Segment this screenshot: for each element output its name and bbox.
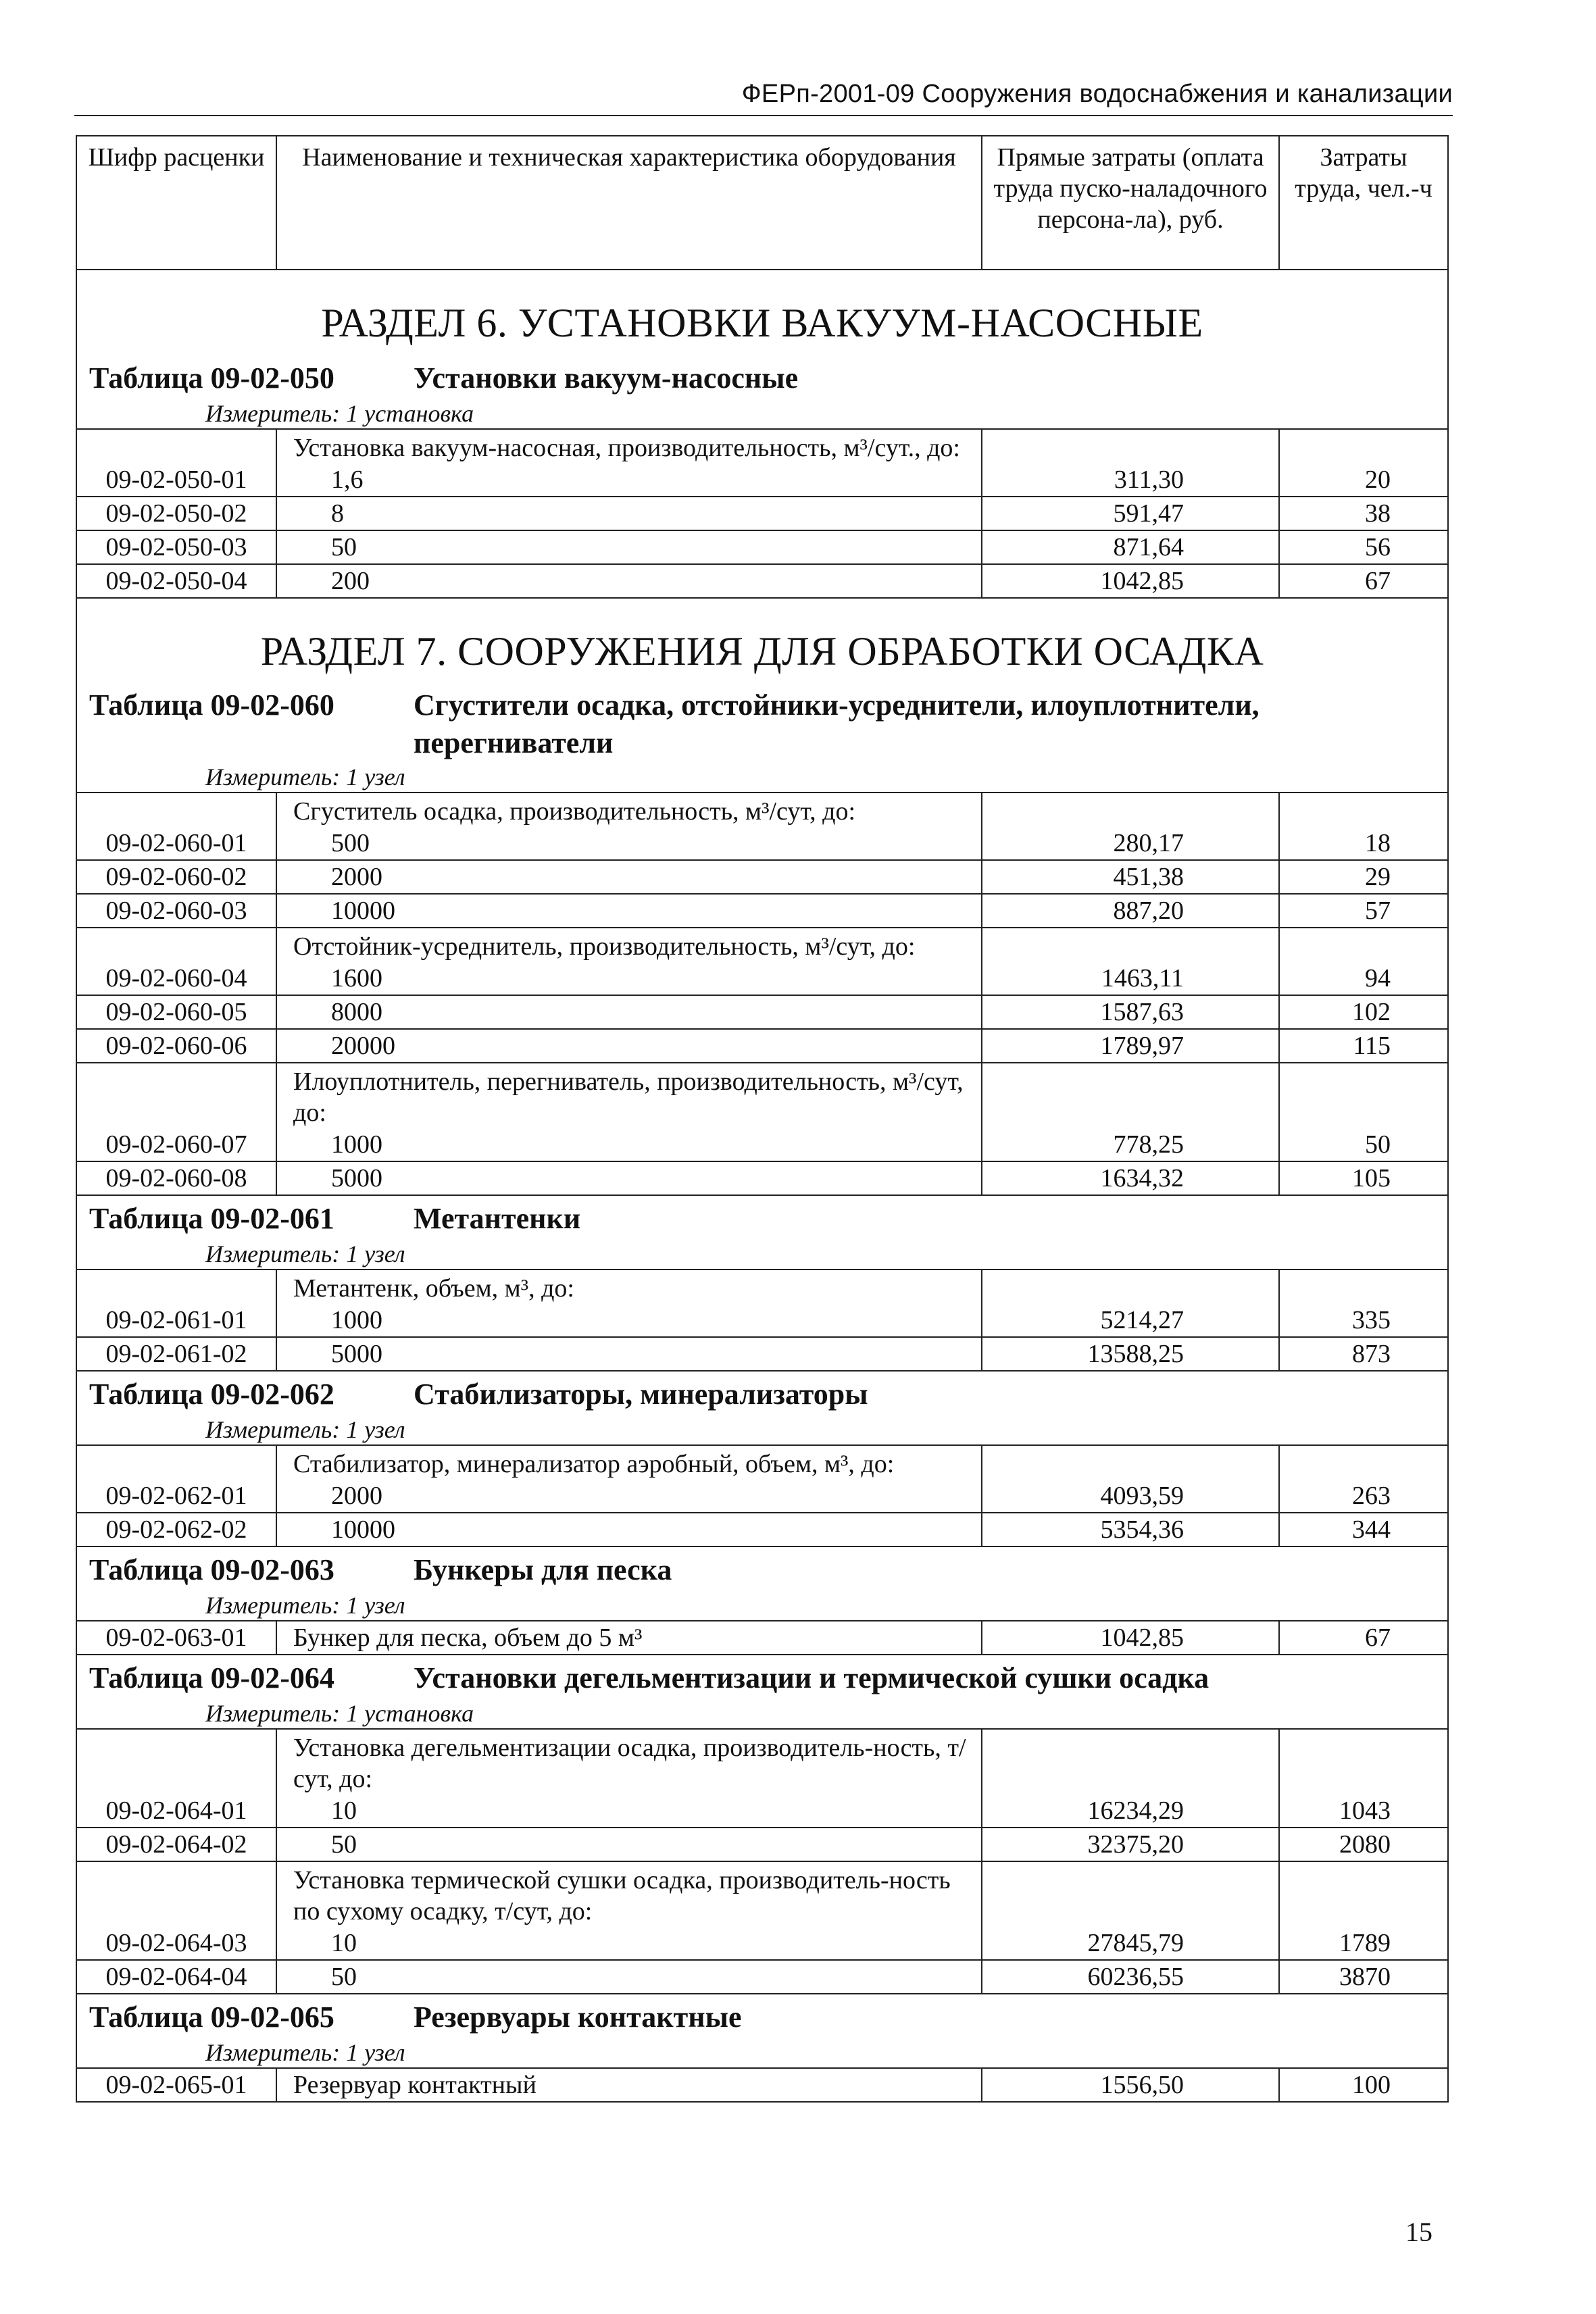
description-row <box>76 429 1448 463</box>
table-t064-heading <box>76 1655 1448 1699</box>
table-t062-heading <box>76 1371 1448 1415</box>
table-t062-title-cell <box>76 1371 1448 1415</box>
item-name: 50 <box>276 530 982 564</box>
table-name: Установки вакуум-насосные <box>414 361 799 395</box>
table-t060-title-cell <box>76 684 1448 762</box>
item-name: 50 <box>276 1828 982 1861</box>
table-row <box>76 1794 1448 1828</box>
unit-label: Измеритель: 1 установка <box>76 1699 1448 1729</box>
table-row <box>76 1304 1448 1337</box>
table-row <box>76 1337 1448 1371</box>
unit-row <box>76 1590 1448 1621</box>
rate-code: 09-02-064-03 <box>76 1927 276 1960</box>
section-6-title: РАЗДЕЛ 6. УСТАНОВКИ ВАКУУМ-НАСОСНЫЕ <box>76 270 1448 355</box>
labor-cost: 105 <box>1279 1161 1448 1195</box>
rate-code: 09-02-065-01 <box>76 2068 276 2102</box>
rate-code: 09-02-064-04 <box>76 1960 276 1994</box>
description-text: Метантенк, объем, м³, до: <box>276 1269 982 1304</box>
labor-cost: 102 <box>1279 995 1448 1029</box>
table-row <box>76 463 1448 497</box>
labor-cost: 38 <box>1279 497 1448 530</box>
direct-cost: 1463,11 <box>982 962 1279 995</box>
unit-label: Измеритель: 1 узел <box>76 2038 1448 2068</box>
column-headers <box>76 136 1448 270</box>
labor-cost: 1043 <box>1279 1794 1448 1828</box>
direct-cost: 451,38 <box>982 860 1279 894</box>
table-name: Сгустители осадка, отстойники-усреднители, илоуплотнители, перегниватели <box>414 688 1260 759</box>
code-cell-empty <box>76 1729 276 1794</box>
table-name: Бункеры для песка <box>414 1553 672 1586</box>
item-name: 5000 <box>276 1161 982 1195</box>
rate-code: 09-02-061-02 <box>76 1337 276 1371</box>
page-number: 15 <box>1405 2217 1432 2247</box>
item-name: 1000 <box>276 1304 982 1337</box>
direct-cost: 311,30 <box>982 463 1279 497</box>
table-row <box>76 1621 1448 1655</box>
table-row <box>76 962 1448 995</box>
labor-cost: 67 <box>1279 1621 1448 1655</box>
unit-row <box>76 762 1448 793</box>
rate-code: 09-02-060-06 <box>76 1029 276 1063</box>
item-name: 1,6 <box>276 463 982 497</box>
labor-cost: 67 <box>1279 564 1448 598</box>
rate-code: 09-02-063-01 <box>76 1621 276 1655</box>
item-name: 500 <box>276 827 982 860</box>
direct-cost: 13588,25 <box>982 1337 1279 1371</box>
unit-row <box>76 1699 1448 1729</box>
table-t064-title-cell <box>76 1655 1448 1699</box>
rate-code: 09-02-060-03 <box>76 894 276 928</box>
table-row <box>76 1828 1448 1861</box>
unit-label: Измеритель: 1 узел <box>76 1239 1448 1269</box>
labor-cost: 335 <box>1279 1304 1448 1337</box>
labor-cost: 344 <box>1279 1513 1448 1546</box>
description-row <box>76 1729 1448 1794</box>
item-name: 10 <box>276 1927 982 1960</box>
item-name: 1600 <box>276 962 982 995</box>
labor-cost: 50 <box>1279 1128 1448 1161</box>
labor-cost: 57 <box>1279 894 1448 928</box>
direct-cost: 1634,32 <box>982 1161 1279 1195</box>
description-row <box>76 1861 1448 1927</box>
unit-label: Измеритель: 1 установка <box>76 399 1448 429</box>
rate-code: 09-02-050-01 <box>76 463 276 497</box>
description-text: Установка термической сушки осадка, производитель-ность по сухому осадку, т/сут, до: <box>276 1861 982 1927</box>
rate-code: 09-02-061-01 <box>76 1304 276 1337</box>
direct-cost: 871,64 <box>982 530 1279 564</box>
section-6 <box>76 270 1448 355</box>
item-name: 1000 <box>276 1128 982 1161</box>
unit-label: Измеритель: 1 узел <box>76 762 1448 793</box>
labor-cost: 2080 <box>1279 1828 1448 1861</box>
code-cell-empty <box>76 429 276 463</box>
labor-cell-empty <box>1279 1063 1448 1128</box>
table-row <box>76 827 1448 860</box>
labor-cost: 94 <box>1279 962 1448 995</box>
table-name: Установки дегельментизации и термической сушки осадка <box>414 1661 1210 1694</box>
item-name: Резервуар контактный <box>276 2068 982 2102</box>
col-labor-header: Затраты труда, чел.-ч <box>1279 136 1448 270</box>
table-label: Таблица 09-02-060 <box>89 688 334 722</box>
direct-cell-empty <box>982 1269 1279 1304</box>
description-text: Стабилизатор, минерализатор аэробный, объем, м³, до: <box>276 1445 982 1480</box>
labor-cell-empty <box>1279 793 1448 827</box>
table-row <box>76 1513 1448 1546</box>
direct-cost: 778,25 <box>982 1128 1279 1161</box>
rate-code: 09-02-060-05 <box>76 995 276 1029</box>
rate-code: 09-02-060-02 <box>76 860 276 894</box>
rate-code: 09-02-064-01 <box>76 1794 276 1828</box>
table-t060-heading <box>76 684 1448 762</box>
unit-label: Измеритель: 1 узел <box>76 1590 1448 1621</box>
direct-cost: 5214,27 <box>982 1304 1279 1337</box>
rate-code: 09-02-064-02 <box>76 1828 276 1861</box>
description-row <box>76 1445 1448 1480</box>
description-row <box>76 1063 1448 1128</box>
item-name: 50 <box>276 1960 982 1994</box>
table-name: Стабилизаторы, минерализаторы <box>414 1378 868 1411</box>
labor-cell-empty <box>1279 1445 1448 1480</box>
table-label: Таблица 09-02-061 <box>89 1202 334 1235</box>
unit-row <box>76 1415 1448 1445</box>
code-cell-empty <box>76 1445 276 1480</box>
section-7-title: РАЗДЕЛ 7. СООРУЖЕНИЯ ДЛЯ ОБРАБОТКИ ОСАДКА <box>76 598 1448 684</box>
table-label: Таблица 09-02-063 <box>89 1553 334 1586</box>
code-cell-empty <box>76 1269 276 1304</box>
direct-cost: 4093,59 <box>982 1480 1279 1513</box>
table-row <box>76 564 1448 598</box>
item-name: 200 <box>276 564 982 598</box>
running-header: ФЕРп-2001-09 Сооружения водоснабжения и канализации <box>741 80 1453 108</box>
labor-cell-empty <box>1279 429 1448 463</box>
direct-cost: 1789,97 <box>982 1029 1279 1063</box>
labor-cost: 1789 <box>1279 1927 1448 1960</box>
direct-cost: 280,17 <box>982 827 1279 860</box>
table-label: Таблица 09-02-065 <box>89 2001 334 2034</box>
header-rule <box>74 115 1453 116</box>
direct-cost: 1042,85 <box>982 564 1279 598</box>
unit-row <box>76 2038 1448 2068</box>
table-t063-title-cell <box>76 1546 1448 1590</box>
labor-cell-empty <box>1279 1861 1448 1927</box>
table-label: Таблица 09-02-050 <box>89 361 334 395</box>
description-row <box>76 928 1448 962</box>
code-cell-empty <box>76 1063 276 1128</box>
rate-code: 09-02-060-04 <box>76 962 276 995</box>
table-row <box>76 530 1448 564</box>
labor-cost: 29 <box>1279 860 1448 894</box>
rates-table <box>76 135 1449 2103</box>
direct-cost: 5354,36 <box>982 1513 1279 1546</box>
table-row <box>76 1029 1448 1063</box>
rate-code: 09-02-050-03 <box>76 530 276 564</box>
labor-cost: 263 <box>1279 1480 1448 1513</box>
rate-code: 09-02-062-01 <box>76 1480 276 1513</box>
description-row <box>76 793 1448 827</box>
code-cell-empty <box>76 928 276 962</box>
table-name: Резервуары контактные <box>414 2001 742 2034</box>
unit-label: Измеритель: 1 узел <box>76 1415 1448 1445</box>
direct-cell-empty <box>982 1063 1279 1128</box>
direct-cell-empty <box>982 1861 1279 1927</box>
direct-cost: 1042,85 <box>982 1621 1279 1655</box>
table-t050-heading <box>76 355 1448 399</box>
unit-row <box>76 1239 1448 1269</box>
rate-code: 09-02-050-04 <box>76 564 276 598</box>
rate-code: 09-02-062-02 <box>76 1513 276 1546</box>
table-row <box>76 1480 1448 1513</box>
labor-cost: 100 <box>1279 2068 1448 2102</box>
item-name: 20000 <box>276 1029 982 1063</box>
table-row <box>76 497 1448 530</box>
unit-row <box>76 399 1448 429</box>
table-t065-title-cell <box>76 1994 1448 2038</box>
direct-cell-empty <box>982 1445 1279 1480</box>
direct-cost: 16234,29 <box>982 1794 1279 1828</box>
section-7 <box>76 598 1448 684</box>
labor-cell-empty <box>1279 1269 1448 1304</box>
col-code-header: Шифр расценки <box>76 136 276 270</box>
table-row <box>76 1960 1448 1994</box>
table-row <box>76 860 1448 894</box>
description-text: Установка дегельментизации осадка, производитель-ность, т/сут, до: <box>276 1729 982 1794</box>
col-direct-header: Прямые затраты (оплата труда пуско-наладочного персона-ла), руб. <box>982 136 1279 270</box>
item-name: 5000 <box>276 1337 982 1371</box>
description-text: Сгуститель осадка, производительность, м³/сут, до: <box>276 793 982 827</box>
code-cell-empty <box>76 793 276 827</box>
labor-cost: 20 <box>1279 463 1448 497</box>
table-name: Метантенки <box>414 1202 581 1235</box>
direct-cost: 60236,55 <box>982 1960 1279 1994</box>
table-t065-heading <box>76 1994 1448 2038</box>
labor-cost: 115 <box>1279 1029 1448 1063</box>
direct-cell-empty <box>982 928 1279 962</box>
labor-cost: 3870 <box>1279 1960 1448 1994</box>
table-row <box>76 1161 1448 1195</box>
description-text: Установка вакуум-насосная, производительность, м³/сут., до: <box>276 429 982 463</box>
table-body <box>76 270 1448 2102</box>
table-row <box>76 1927 1448 1960</box>
labor-cell-empty <box>1279 1729 1448 1794</box>
table-row <box>76 894 1448 928</box>
description-text: Отстойник-усреднитель, производительность, м³/сут, до: <box>276 928 982 962</box>
description-text: Илоуплотнитель, перегниватель, производительность, м³/сут, до: <box>276 1063 982 1128</box>
rate-code: 09-02-050-02 <box>76 497 276 530</box>
direct-cost: 887,20 <box>982 894 1279 928</box>
item-name: 2000 <box>276 860 982 894</box>
table-row <box>76 995 1448 1029</box>
item-name: 8 <box>276 497 982 530</box>
table-t061-title-cell <box>76 1195 1448 1239</box>
table-label: Таблица 09-02-064 <box>89 1661 334 1694</box>
direct-cost: 591,47 <box>982 497 1279 530</box>
direct-cell-empty <box>982 793 1279 827</box>
labor-cell-empty <box>1279 928 1448 962</box>
table-t063-heading <box>76 1546 1448 1590</box>
table-row <box>76 2068 1448 2102</box>
item-name: 10 <box>276 1794 982 1828</box>
table-t050-title-cell <box>76 355 1448 399</box>
item-name: 8000 <box>276 995 982 1029</box>
item-name: Бункер для песка, объем до 5 м³ <box>276 1621 982 1655</box>
rate-code: 09-02-060-01 <box>76 827 276 860</box>
direct-cell-empty <box>982 429 1279 463</box>
direct-cell-empty <box>982 1729 1279 1794</box>
rate-code: 09-02-060-07 <box>76 1128 276 1161</box>
direct-cost: 1587,63 <box>982 995 1279 1029</box>
table-label: Таблица 09-02-062 <box>89 1378 334 1411</box>
direct-cost: 1556,50 <box>982 2068 1279 2102</box>
item-name: 10000 <box>276 894 982 928</box>
item-name: 10000 <box>276 1513 982 1546</box>
direct-cost: 27845,79 <box>982 1927 1279 1960</box>
table-row <box>76 1128 1448 1161</box>
code-cell-empty <box>76 1861 276 1927</box>
rate-code: 09-02-060-08 <box>76 1161 276 1195</box>
table-t061-heading <box>76 1195 1448 1239</box>
item-name: 2000 <box>276 1480 982 1513</box>
col-name-header: Наименование и техническая характеристика оборудования <box>276 136 982 270</box>
direct-cost: 32375,20 <box>982 1828 1279 1861</box>
labor-cost: 56 <box>1279 530 1448 564</box>
labor-cost: 873 <box>1279 1337 1448 1371</box>
labor-cost: 18 <box>1279 827 1448 860</box>
description-row <box>76 1269 1448 1304</box>
